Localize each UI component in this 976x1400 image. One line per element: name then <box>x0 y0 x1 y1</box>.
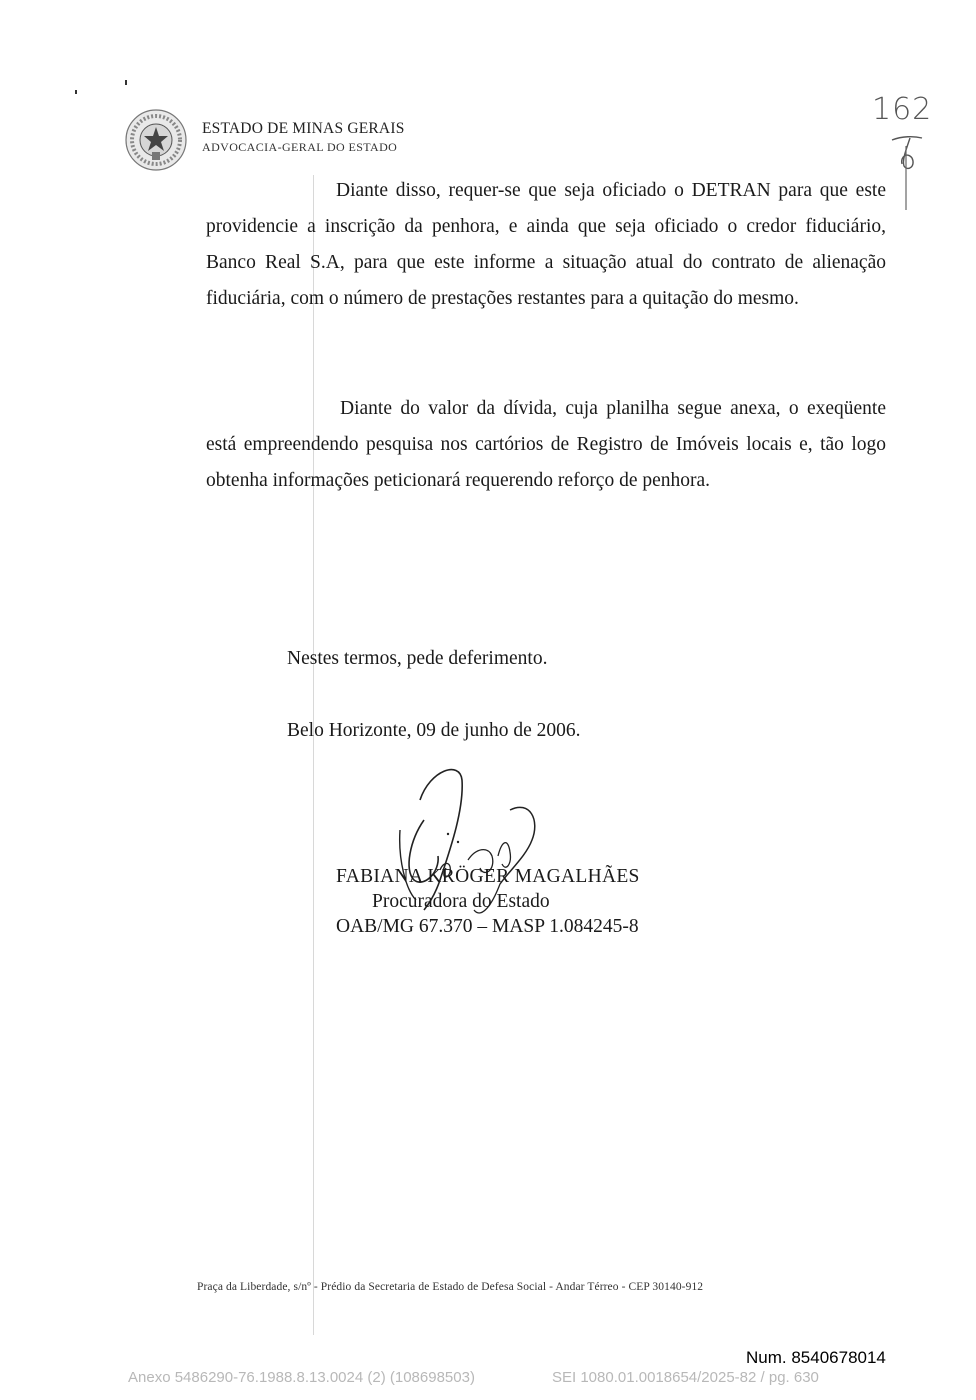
signatory-role: Procuradora do Estado <box>372 891 550 912</box>
scan-speck <box>125 80 127 85</box>
document-number: Num. 8540678014 <box>746 1348 886 1367</box>
header-agency-name: ADVOCACIA-GERAL DO ESTADO <box>202 140 398 154</box>
signatory-registration: OAB/MG 67.370 – MASP 1.084245-8 <box>336 916 639 937</box>
annex-reference: Anexo 5486290-76.1988.8.13.0024 (2) (108698503) <box>128 1369 475 1386</box>
footer-address: Praça da Liberdade, s/nº - Prédio da Secretaria de Estado de Defesa Social - Andar Térreo - CEP 30140-912 <box>197 1281 704 1293</box>
initial-mark-icon <box>888 126 928 216</box>
header-state-name: ESTADO DE MINAS GERAIS <box>202 120 405 137</box>
scan-speck <box>75 90 77 94</box>
page-number-stamp: 162 <box>872 92 933 127</box>
scan-margin-line <box>313 175 314 1335</box>
body-paragraph-2: Diante do valor da dívida, cuja planilha segue anexa, o exeqüente está empreendendo pesquisa nos cartórios de Registro de Imóveis locais e, tão logo obtenha informações peticionará requerendo reforço de penhora. <box>206 398 886 491</box>
signatory-name: FABIANA KRÖGER MAGALHÃES <box>336 866 640 887</box>
closing-request: Nestes termos, pede deferimento. <box>287 648 548 669</box>
sei-reference: SEI 1080.01.0018654/2025-82 / pg. 630 <box>552 1369 819 1386</box>
coat-of-arms-seal-icon <box>124 108 188 172</box>
place-and-date: Belo Horizonte, 09 de junho de 2006. <box>287 720 581 741</box>
body-paragraph-1: Diante disso, requer-se que seja oficiado o DETRAN para que este providencie a inscrição da penhora, e ainda que seja oficiado o credor fiduciário, Banco Real S.A, para que este informe a situação atual do contrato de alienação fiduciária, com o número de prestações restantes para a quitação do mesmo. <box>206 180 886 309</box>
